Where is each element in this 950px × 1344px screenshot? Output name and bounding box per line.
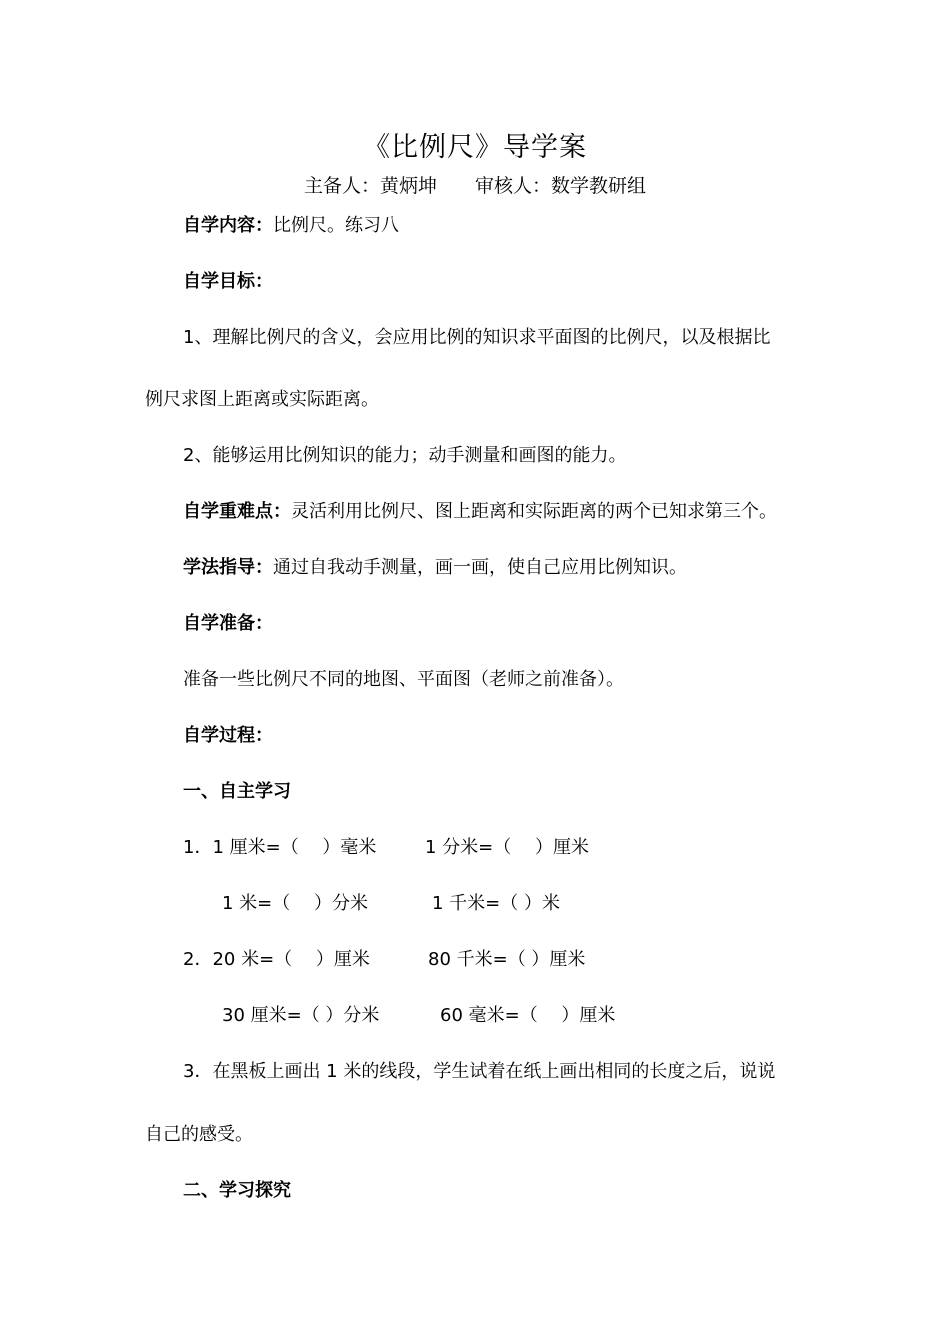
study-content — [183, 212, 399, 240]
study-content-label: 自学内容： — [183, 215, 273, 236]
question-2b: 80 千米=（ ）厘米 — [428, 949, 586, 970]
document-authors — [0, 172, 950, 200]
document-title: 《比例尺》导学案 — [363, 132, 587, 163]
question-1c: 1 米=（ ）分米 — [222, 893, 368, 914]
prepared-by-label: 主备人： — [303, 175, 380, 197]
reviewer: 数学教研组 — [551, 175, 647, 197]
goal-1-line-1: 1、理解比例尺的含义，会应用比例的知识求平面图的比例尺，以及根据比 — [183, 327, 771, 348]
process-label: 自学过程： — [183, 725, 273, 746]
question-3-line-1: 3．在黑板上画出 1 米的线段，学生试着在纸上画出相同的长度之后，说说 — [183, 1061, 776, 1082]
key-points — [183, 498, 777, 526]
study-method — [183, 554, 687, 582]
question-1d: 1 千米=（ ）米 — [432, 893, 560, 914]
study-method-label: 学法指导： — [183, 557, 273, 578]
goal-2: 2、能够运用比例知识的能力；动手测量和画图的能力。 — [183, 445, 627, 466]
key-points-text: 灵活利用比例尺、图上距离和实际距离的两个已知求第三个。 — [291, 501, 777, 522]
question-1a: 1．1 厘米=（ ）毫米 — [183, 837, 377, 858]
question-2d: 60 毫米=（ ）厘米 — [440, 1005, 616, 1026]
study-content-text: 比例尺。练习八 — [273, 215, 399, 236]
reviewer-label: 审核人： — [475, 175, 552, 197]
prepared-by: 黄炳坤 — [379, 175, 437, 197]
question-2a: 2．20 米=（ ）厘米 — [183, 949, 370, 970]
preparation-text: 准备一些比例尺不同的地图、平面图（老师之前准备）。 — [183, 669, 624, 690]
study-method-text: 通过自我动手测量，画一画，使自己应用比例知识。 — [273, 557, 687, 578]
study-goals-label: 自学目标： — [183, 271, 273, 292]
goal-1-line-2: 例尺求图上距离或实际距离。 — [145, 389, 379, 410]
question-3-line-2: 自己的感受。 — [145, 1124, 253, 1145]
question-1b: 1 分米=（ ）厘米 — [425, 837, 589, 858]
preparation-label: 自学准备： — [183, 613, 273, 634]
key-points-label: 自学重难点： — [183, 501, 291, 522]
question-2c: 30 厘米=（ ）分米 — [222, 1005, 380, 1026]
section-1-heading: 一、自主学习 — [183, 781, 291, 802]
section-2-heading: 二、学习探究 — [183, 1180, 291, 1201]
